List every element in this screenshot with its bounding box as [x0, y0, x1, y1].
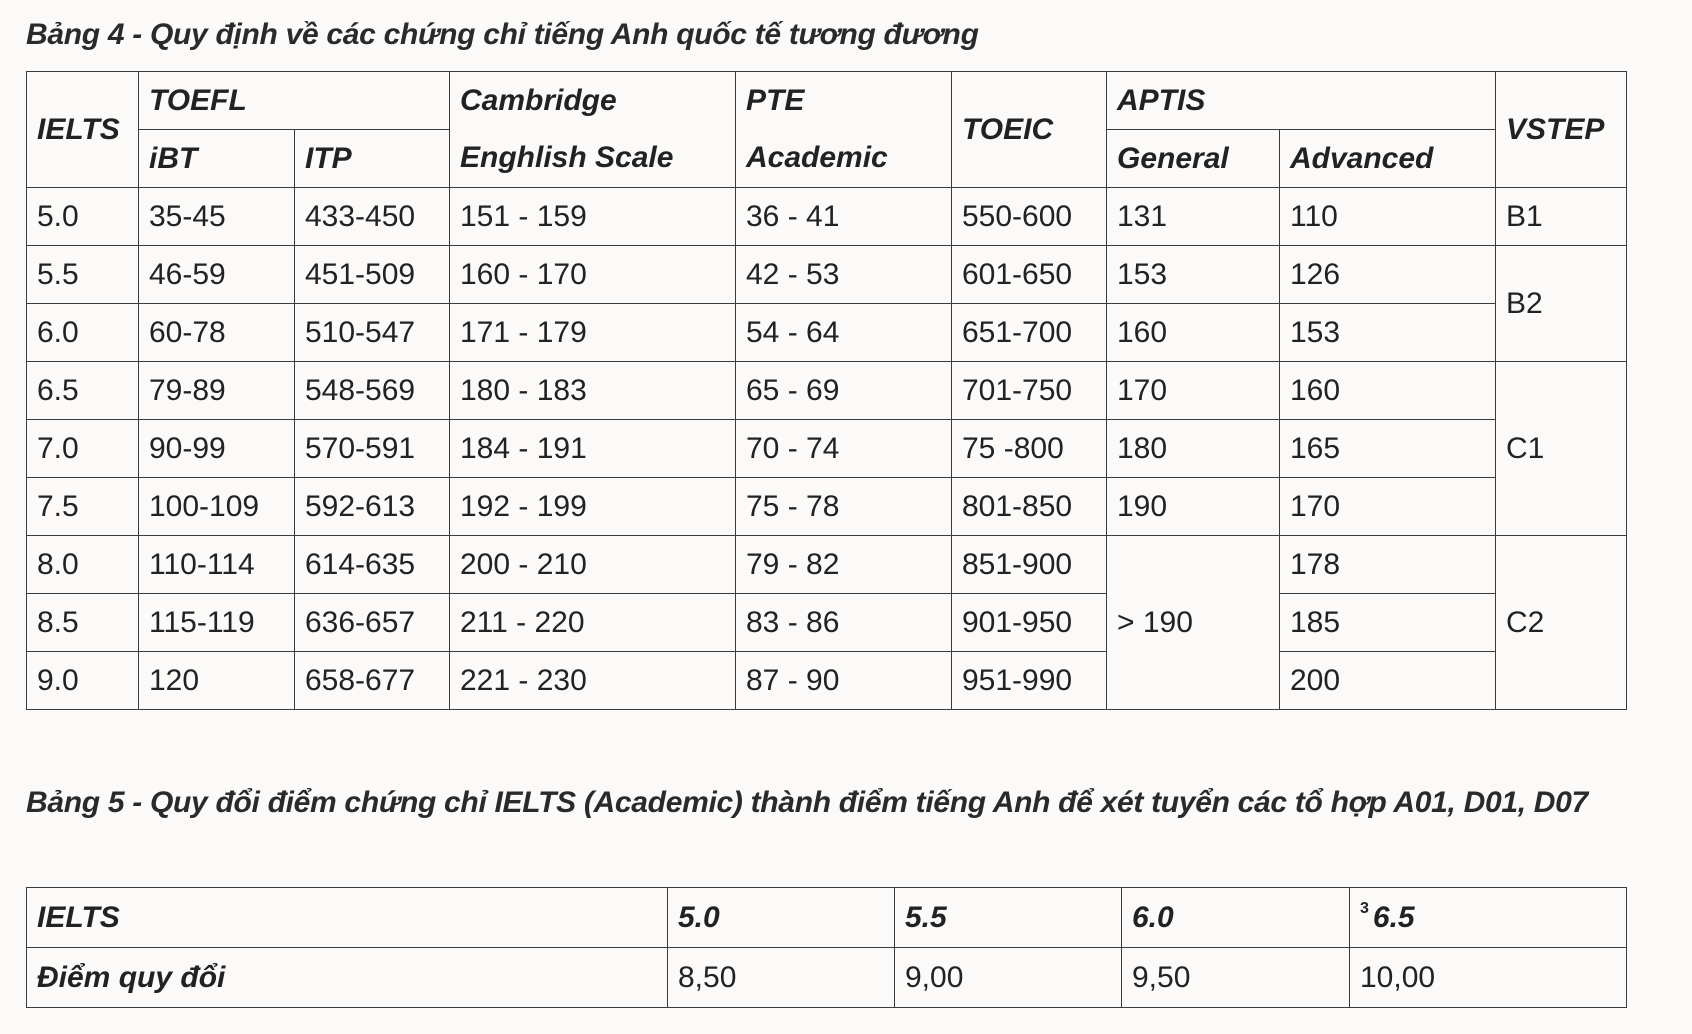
- cell-toeic: 601-650: [952, 246, 1107, 304]
- cell-toeic: 75 -800: [952, 420, 1107, 478]
- cell-ielts: 6.5: [27, 362, 139, 420]
- cell-cambridge: 160 - 170: [450, 246, 736, 304]
- cell-ielts: 7.0: [27, 420, 139, 478]
- header-pte-line1: PTE: [736, 72, 952, 130]
- cell-ibt: 35-45: [139, 188, 295, 246]
- header-advanced: Advanced: [1280, 130, 1496, 188]
- equivalence-table: [26, 71, 1627, 710]
- table-row: [27, 536, 1627, 594]
- cell-toeic: 651-700: [952, 304, 1107, 362]
- cell-general: 190: [1107, 478, 1280, 536]
- cell-cambridge: 171 - 179: [450, 304, 736, 362]
- cell-toeic: 951-990: [952, 652, 1107, 710]
- header-vstep: VSTEP: [1496, 72, 1627, 188]
- table-row: [27, 594, 1627, 652]
- header-ibt: iBT: [139, 130, 295, 188]
- cell-ibt: 110-114: [139, 536, 295, 594]
- cell-advanced: 153: [1280, 304, 1496, 362]
- cell-ibt: 60-78: [139, 304, 295, 362]
- table-row: [27, 420, 1627, 478]
- cell-ibt: 46-59: [139, 246, 295, 304]
- cell-advanced: 160: [1280, 362, 1496, 420]
- cell-pte: 70 - 74: [736, 420, 952, 478]
- cell-general-merged: > 190: [1107, 536, 1280, 710]
- table-row: [27, 246, 1627, 304]
- cell-ibt: 120: [139, 652, 295, 710]
- conversion-header-label: IELTS: [27, 888, 668, 948]
- conversion-value: 10,00: [1350, 948, 1627, 1008]
- cell-toeic: 901-950: [952, 594, 1107, 652]
- cell-ielts: 7.5: [27, 478, 139, 536]
- cell-advanced: 185: [1280, 594, 1496, 652]
- header-ielts: IELTS: [27, 72, 139, 188]
- cell-itp: 592-613: [295, 478, 450, 536]
- cell-itp: 451-509: [295, 246, 450, 304]
- table-row: [27, 188, 1627, 246]
- conversion-header-value: 5.5: [895, 888, 1122, 948]
- ielts-conversion-table: [26, 887, 1627, 1008]
- table-row: [27, 652, 1627, 710]
- header-cambridge-line1: Cambridge: [450, 72, 736, 130]
- cell-cambridge: 221 - 230: [450, 652, 736, 710]
- cell-vstep-c2: C2: [1496, 536, 1627, 710]
- cell-itp: 658-677: [295, 652, 450, 710]
- conversion-header-value: 5.0: [668, 888, 895, 948]
- cell-advanced: 178: [1280, 536, 1496, 594]
- table-row: [27, 304, 1627, 362]
- conversion-header-value-last: [1350, 888, 1627, 948]
- cell-ielts: 5.5: [27, 246, 139, 304]
- cell-itp: 614-635: [295, 536, 450, 594]
- cell-pte: 79 - 82: [736, 536, 952, 594]
- cell-ielts: 8.0: [27, 536, 139, 594]
- footnote-mark: 3: [1360, 900, 1369, 917]
- cell-ibt: 100-109: [139, 478, 295, 536]
- header-aptis: APTIS: [1107, 72, 1496, 130]
- cell-advanced: 170: [1280, 478, 1496, 536]
- header-toefl: TOEFL: [139, 72, 450, 130]
- conversion-header-value: 6.0: [1122, 888, 1350, 948]
- cell-toeic: 550-600: [952, 188, 1107, 246]
- cell-cambridge: 151 - 159: [450, 188, 736, 246]
- cell-pte: 36 - 41: [736, 188, 952, 246]
- cell-itp: 548-569: [295, 362, 450, 420]
- cell-itp: 570-591: [295, 420, 450, 478]
- table-row: [27, 478, 1627, 536]
- cell-vstep-b2: B2: [1496, 246, 1627, 362]
- table-row: [27, 362, 1627, 420]
- cell-ielts: 6.0: [27, 304, 139, 362]
- conversion-value: 9,00: [895, 948, 1122, 1008]
- cell-pte: 42 - 53: [736, 246, 952, 304]
- cell-advanced: 165: [1280, 420, 1496, 478]
- cell-cambridge: 211 - 220: [450, 594, 736, 652]
- cell-ielts: 9.0: [27, 652, 139, 710]
- header-general: General: [1107, 130, 1280, 188]
- table-row: [27, 948, 1627, 1008]
- cell-cambridge: 192 - 199: [450, 478, 736, 536]
- cell-ibt: 79-89: [139, 362, 295, 420]
- cell-general: 153: [1107, 246, 1280, 304]
- conversion-header-value: 6.5: [1372, 901, 1415, 934]
- cell-advanced: 200: [1280, 652, 1496, 710]
- cell-toeic: 801-850: [952, 478, 1107, 536]
- cell-general: 131: [1107, 188, 1280, 246]
- cell-toeic: 701-750: [952, 362, 1107, 420]
- cell-cambridge: 200 - 210: [450, 536, 736, 594]
- cell-general: 170: [1107, 362, 1280, 420]
- cell-pte: 83 - 86: [736, 594, 952, 652]
- cell-itp: 433-450: [295, 188, 450, 246]
- cell-ielts: 8.5: [27, 594, 139, 652]
- cell-pte: 54 - 64: [736, 304, 952, 362]
- header-itp: ITP: [295, 130, 450, 188]
- conversion-value: 8,50: [668, 948, 895, 1008]
- conversion-value: 9,50: [1122, 948, 1350, 1008]
- table5-caption: Bảng 5 - Quy đổi điểm chứng chỉ IELTS (Academic) thành điểm tiếng Anh để xét tuyển các tổ hợp A01, D01, D07: [26, 786, 1588, 819]
- table4-caption: Bảng 4 - Quy định về các chứng chỉ tiếng Anh quốc tế tương đương: [26, 18, 979, 51]
- cell-pte: 75 - 78: [736, 478, 952, 536]
- cell-toeic: 851-900: [952, 536, 1107, 594]
- header-cambridge-line2: Enghlish Scale: [450, 130, 736, 188]
- cell-vstep-c1: C1: [1496, 362, 1627, 536]
- cell-vstep-b1: B1: [1496, 188, 1627, 246]
- cell-cambridge: 180 - 183: [450, 362, 736, 420]
- cell-advanced: 126: [1280, 246, 1496, 304]
- cell-ibt: 90-99: [139, 420, 295, 478]
- table-row: [27, 888, 1627, 948]
- header-toeic: TOEIC: [952, 72, 1107, 188]
- cell-ielts: 5.0: [27, 188, 139, 246]
- cell-cambridge: 184 - 191: [450, 420, 736, 478]
- cell-pte: 87 - 90: [736, 652, 952, 710]
- conversion-row-label: Điểm quy đổi: [27, 948, 668, 1008]
- cell-advanced: 110: [1280, 188, 1496, 246]
- cell-general: 180: [1107, 420, 1280, 478]
- cell-general: 160: [1107, 304, 1280, 362]
- cell-itp: 636-657: [295, 594, 450, 652]
- cell-pte: 65 - 69: [736, 362, 952, 420]
- cell-itp: 510-547: [295, 304, 450, 362]
- header-pte-line2: Academic: [736, 130, 952, 188]
- cell-ibt: 115-119: [139, 594, 295, 652]
